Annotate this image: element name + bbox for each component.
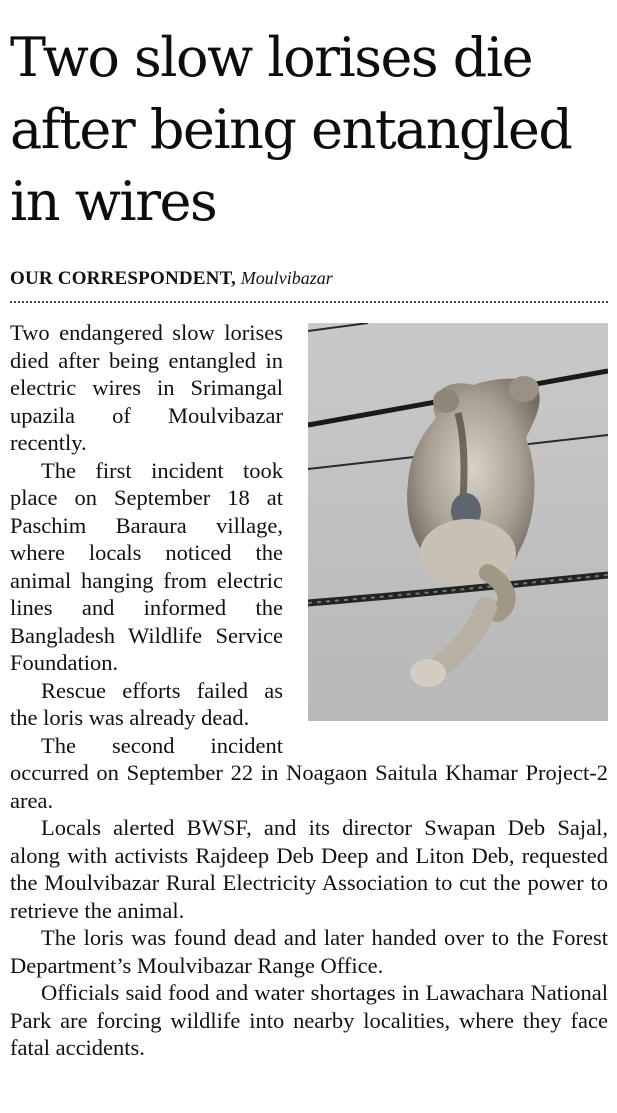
paragraph: Locals alerted BWSF, and its director Swapan Deb Sajal, along with activists Rajdeep Deb Deep and Liton Deb, requested the Moulvibazar Rural Electricity Association to cut the power to retrieve the animal. [10,815,608,923]
article-body [10,319,608,1062]
paragraph: The loris was found dead and later handed over to the Forest Department’s Moulvibazar Range Office. [10,925,608,978]
paragraph: The first incident took place on September 18 at Paschim Baraura village, where locals noticed the animal hanging from electric lines and informed the Bangladesh Wildlife Service Foundation. [10,457,283,675]
byline-location: Moulvibazar [240,268,333,288]
paragraph: Two endangered slow lorises died after being entangled in electric wires in Srimangal upazila of Moulvibazar recently. [10,320,283,455]
paragraph: Rescue efforts failed as the loris was already dead. [10,677,283,730]
slow-loris-photo [308,323,608,721]
byline-author: OUR CORRESPONDENT, [10,268,236,289]
paragraph: The second incident occurred on September 22 in Noagaon Saitula Khamar Project-2 area. [10,732,608,813]
byline [10,268,610,290]
dotted-divider [10,301,608,303]
headline: Two slow lorises die after being entangled in wires [10,26,572,233]
paragraph: Officials said food and water shortages in Lawachara National Park are forcing wildlife into nearby localities, where they face fatal accidents. [10,980,608,1060]
